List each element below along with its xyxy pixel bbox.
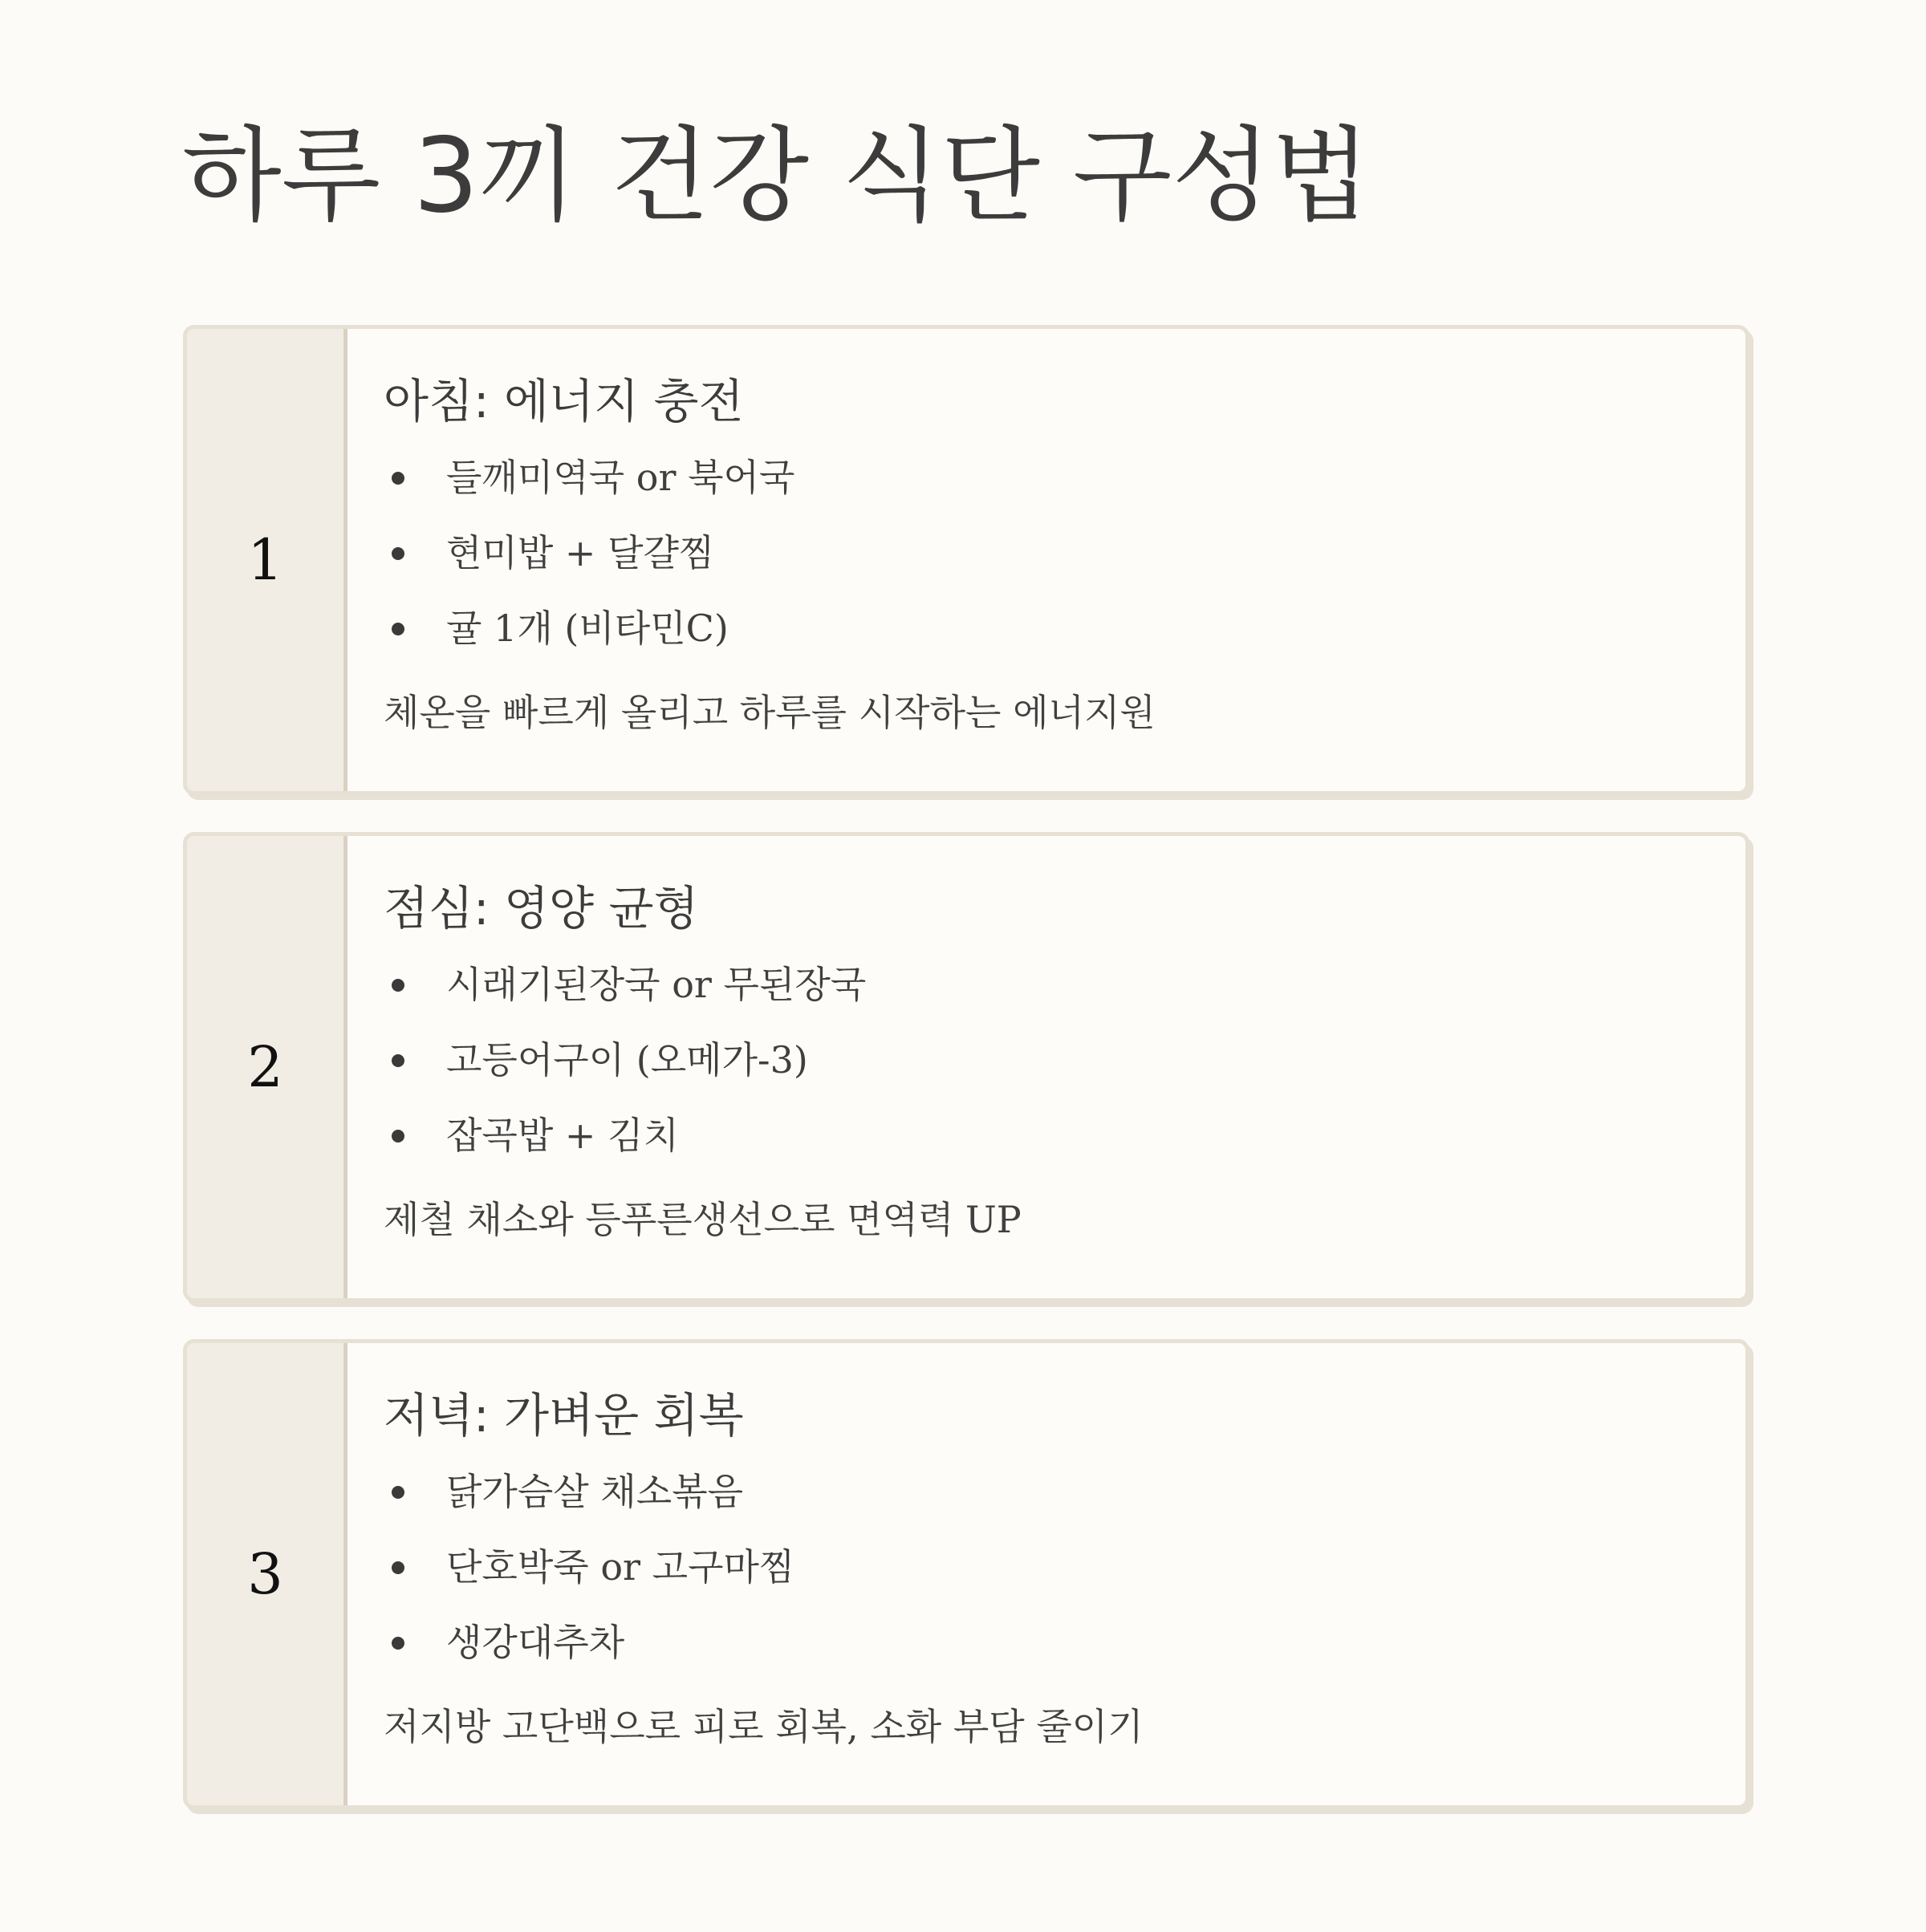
bullet-dot-icon <box>392 1054 404 1067</box>
meal-title: 아침: 에너지 충전 <box>384 374 744 428</box>
meal-content <box>384 369 1713 737</box>
meal-title: 점심: 영양 균형 <box>384 881 699 936</box>
menu-item-text: 현미밥 + 달걀찜 <box>446 531 715 574</box>
bullet-dot-icon <box>392 1561 404 1574</box>
step-number-column <box>187 1343 347 1805</box>
list-item <box>384 1605 1713 1680</box>
menu-item-text: 시래기된장국 or 무된장국 <box>446 963 867 1006</box>
menu-item-text: 닭가슴살 채소볶음 <box>446 1470 744 1513</box>
menu-item-text: 들깨미역국 or 북어국 <box>446 456 795 499</box>
meal-card-lunch <box>183 832 1749 1302</box>
meal-content <box>384 1383 1713 1751</box>
step-number-column <box>187 329 347 791</box>
meal-title: 저녁: 가벼운 회복 <box>384 1388 744 1443</box>
menu-list <box>384 947 1713 1173</box>
list-item <box>384 1022 1713 1098</box>
meal-description: 제철 채소와 등푸른생선으로 면역력 UP <box>384 1198 1022 1241</box>
menu-item-text: 고등어구이 (오메가-3) <box>446 1038 808 1082</box>
bullet-dot-icon <box>392 1486 404 1499</box>
menu-list <box>384 1454 1713 1680</box>
bullet-dot-icon <box>392 547 404 560</box>
bullet-dot-icon <box>392 623 404 635</box>
list-item <box>384 440 1713 515</box>
menu-item-text: 단호박죽 or 고구마찜 <box>446 1545 795 1589</box>
step-number-column <box>187 836 347 1298</box>
menu-item-text: 잡곡밥 + 김치 <box>446 1114 679 1157</box>
meal-content <box>384 876 1713 1244</box>
meal-description: 저지방 고단백으로 피로 회복, 소화 부담 줄이기 <box>384 1705 1144 1748</box>
list-item <box>384 1454 1713 1529</box>
list-item <box>384 947 1713 1022</box>
list-item <box>384 1098 1713 1173</box>
meal-description: 체온을 빠르게 올리고 하루를 시작하는 에너지원 <box>384 691 1156 734</box>
page-title: 하루 3끼 건강 식단 구성법 <box>182 116 1371 236</box>
list-item <box>384 515 1713 591</box>
list-item <box>384 591 1713 666</box>
bullet-dot-icon <box>392 1130 404 1143</box>
menu-list <box>384 440 1713 666</box>
bullet-dot-icon <box>392 1637 404 1650</box>
bullet-dot-icon <box>392 472 404 485</box>
meal-card-dinner <box>183 1339 1749 1809</box>
meal-card-breakfast <box>183 325 1749 795</box>
menu-item-text: 귤 1개 (비타민C) <box>446 607 729 650</box>
step-number: 3 <box>247 1541 283 1607</box>
bullet-dot-icon <box>392 979 404 992</box>
menu-item-text: 생강대추차 <box>446 1621 625 1664</box>
list-item <box>384 1529 1713 1605</box>
step-number: 2 <box>247 1034 283 1100</box>
step-number: 1 <box>247 527 283 593</box>
